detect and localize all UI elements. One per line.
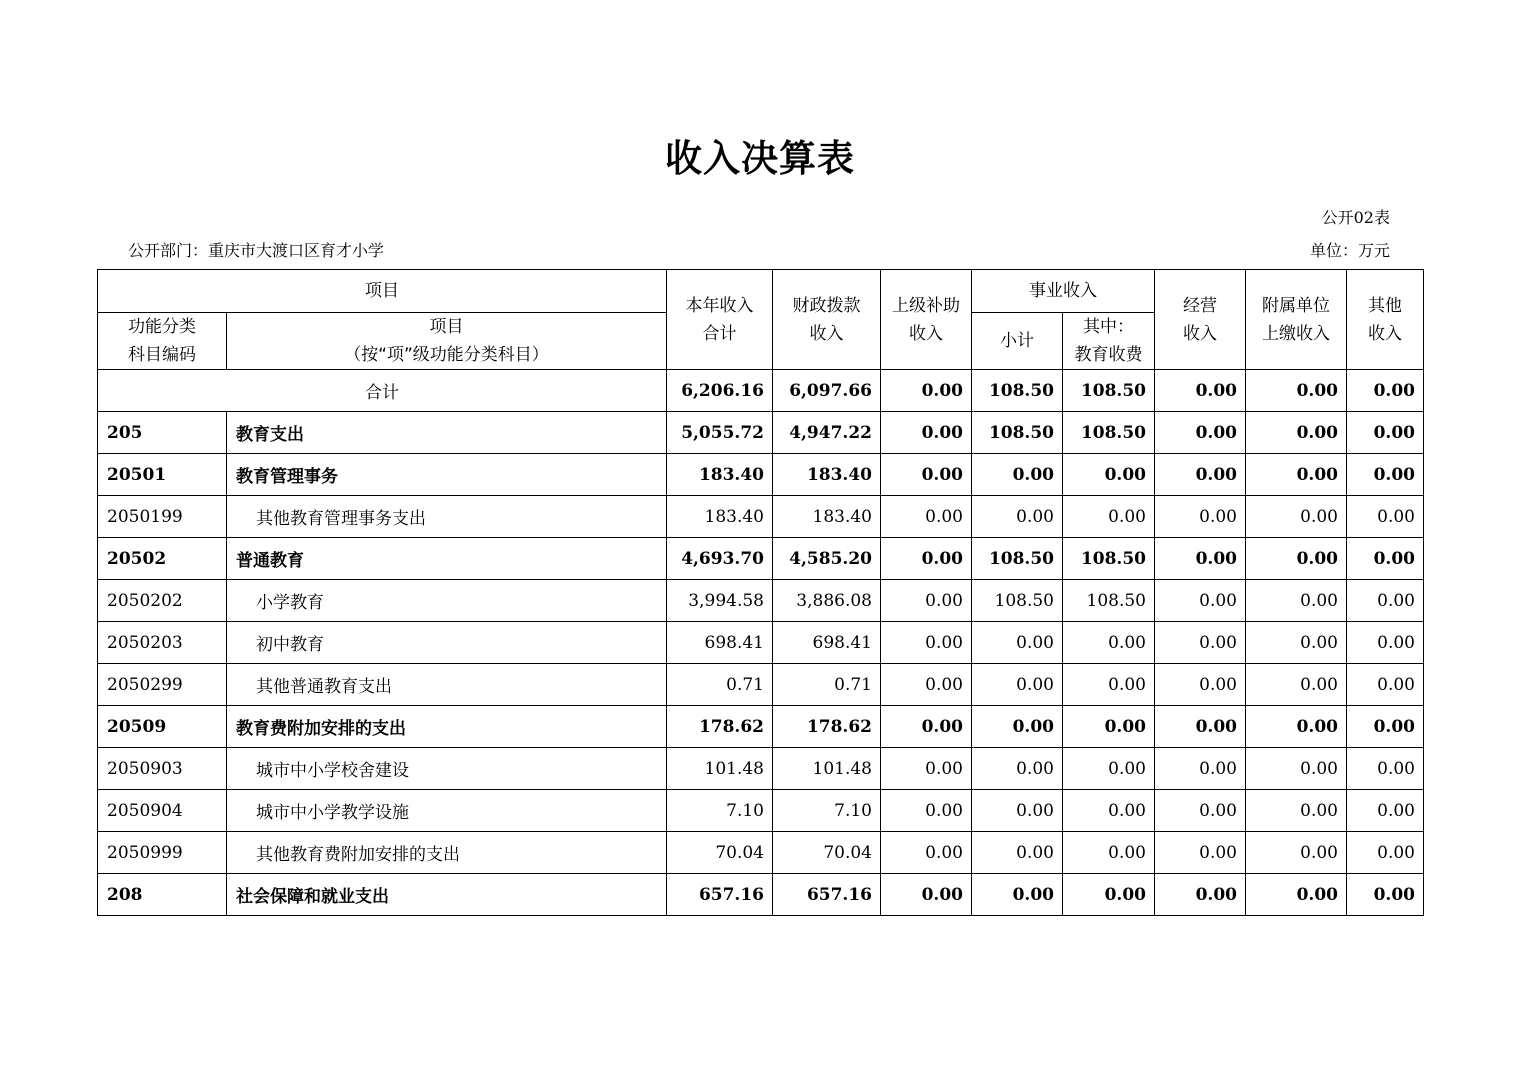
row-value: 0.00 — [972, 832, 1063, 874]
row-value: 0.00 — [972, 874, 1063, 916]
row-value: 0.00 — [881, 412, 972, 454]
table-row — [98, 622, 1424, 664]
form-number: 公开02表 — [1321, 208, 1390, 227]
row-code: 2050904 — [98, 790, 227, 832]
total-cell: 108.50 — [1063, 370, 1155, 412]
row-value: 108.50 — [1063, 412, 1155, 454]
row-value: 3,994.58 — [667, 580, 773, 622]
row-name: 其他教育管理事务支出 — [227, 496, 667, 538]
row-value: 0.00 — [881, 790, 972, 832]
row-value: 101.48 — [773, 748, 881, 790]
row-value: 0.00 — [1155, 496, 1246, 538]
row-value: 0.00 — [1155, 706, 1246, 748]
page-title: 收入决算表 — [665, 137, 855, 180]
row-value: 0.00 — [1347, 874, 1424, 916]
table-row — [98, 496, 1424, 538]
row-value: 0.00 — [1347, 622, 1424, 664]
header-affiliated-income: 附属单位 上缴收入 — [1246, 270, 1347, 370]
row-name: 其他普通教育支出 — [227, 664, 667, 706]
row-value: 108.50 — [972, 538, 1063, 580]
header-other-income: 其他 收入 — [1347, 270, 1424, 370]
header-fiscal-income: 财政拨款 收入 — [773, 270, 881, 370]
row-code: 20501 — [98, 454, 227, 496]
header-operating-income: 经营 收入 — [1155, 270, 1246, 370]
row-value: 0.00 — [1155, 622, 1246, 664]
row-value: 0.00 — [881, 832, 972, 874]
total-cell: 0.00 — [1155, 370, 1246, 412]
row-value: 4,947.22 — [773, 412, 881, 454]
row-value: 0.00 — [881, 664, 972, 706]
total-cell: 6,206.16 — [667, 370, 773, 412]
row-value: 0.00 — [881, 748, 972, 790]
row-value: 0.00 — [881, 496, 972, 538]
table-row — [98, 538, 1424, 580]
row-name: 教育管理事务 — [227, 454, 667, 496]
row-value: 0.00 — [881, 454, 972, 496]
row-value: 183.40 — [773, 496, 881, 538]
total-label: 合计 — [98, 370, 667, 412]
row-value: 0.00 — [1347, 832, 1424, 874]
total-cell: 0.00 — [1347, 370, 1424, 412]
row-value: 7.10 — [667, 790, 773, 832]
table-row — [98, 412, 1424, 454]
row-value: 0.00 — [1155, 454, 1246, 496]
total-cell: 0.00 — [881, 370, 972, 412]
header-item-name: 项目 （按“项”级功能分类科目） — [227, 313, 667, 370]
row-value: 0.00 — [1246, 832, 1347, 874]
header-education-fee: 其中： 教育收费 — [1063, 313, 1155, 370]
row-value: 0.00 — [1155, 538, 1246, 580]
row-value: 0.00 — [1347, 496, 1424, 538]
row-code: 20502 — [98, 538, 227, 580]
row-value: 0.00 — [1155, 790, 1246, 832]
row-value: 0.00 — [1063, 832, 1155, 874]
table-row — [98, 664, 1424, 706]
table-row — [98, 832, 1424, 874]
row-value: 0.00 — [1347, 790, 1424, 832]
row-value: 657.16 — [773, 874, 881, 916]
row-value: 0.00 — [1246, 412, 1347, 454]
row-value: 0.00 — [972, 622, 1063, 664]
header-subtotal: 小计 — [972, 313, 1063, 370]
row-value: 0.00 — [972, 454, 1063, 496]
row-value: 0.00 — [1063, 748, 1155, 790]
row-value: 0.00 — [1347, 412, 1424, 454]
row-value: 0.00 — [1347, 706, 1424, 748]
total-cell: 6,097.66 — [773, 370, 881, 412]
unit-label: 单位：万元 — [1309, 241, 1390, 260]
row-value: 0.00 — [1347, 664, 1424, 706]
row-value: 178.62 — [773, 706, 881, 748]
row-value: 4,693.70 — [667, 538, 773, 580]
row-value: 108.50 — [1063, 580, 1155, 622]
row-name: 其他教育费附加安排的支出 — [227, 832, 667, 874]
row-value: 0.00 — [881, 580, 972, 622]
table-row — [98, 454, 1424, 496]
row-value: 0.00 — [1155, 664, 1246, 706]
row-code: 2050199 — [98, 496, 227, 538]
row-code: 2050202 — [98, 580, 227, 622]
row-value: 0.00 — [1347, 748, 1424, 790]
row-name: 城市中小学校舍建设 — [227, 748, 667, 790]
row-value: 698.41 — [667, 622, 773, 664]
header-total-income: 本年收入 合计 — [667, 270, 773, 370]
row-value: 0.00 — [972, 706, 1063, 748]
row-value: 0.00 — [972, 790, 1063, 832]
row-value: 0.00 — [1063, 664, 1155, 706]
row-value: 0.00 — [1246, 748, 1347, 790]
row-value: 101.48 — [667, 748, 773, 790]
row-code: 20509 — [98, 706, 227, 748]
row-name: 小学教育 — [227, 580, 667, 622]
row-value: 5,055.72 — [667, 412, 773, 454]
row-value: 70.04 — [667, 832, 773, 874]
department-label: 公开部门：重庆市大渡口区育才小学 — [128, 241, 385, 260]
row-code: 208 — [98, 874, 227, 916]
row-value: 0.00 — [1063, 496, 1155, 538]
table-row — [98, 580, 1424, 622]
table-row — [98, 748, 1424, 790]
row-value: 0.00 — [881, 874, 972, 916]
row-value: 0.00 — [1063, 874, 1155, 916]
table-row — [98, 874, 1424, 916]
row-value: 0.00 — [1063, 790, 1155, 832]
row-value: 0.00 — [1155, 412, 1246, 454]
row-value: 0.00 — [1155, 580, 1246, 622]
row-code: 205 — [98, 412, 227, 454]
row-value: 7.10 — [773, 790, 881, 832]
row-value: 0.00 — [1155, 874, 1246, 916]
total-cell: 0.00 — [1246, 370, 1347, 412]
header-project: 项目 — [98, 270, 667, 313]
row-value: 0.71 — [667, 664, 773, 706]
row-value: 0.00 — [1246, 580, 1347, 622]
row-value: 183.40 — [667, 496, 773, 538]
row-name: 城市中小学教学设施 — [227, 790, 667, 832]
income-table — [97, 269, 1424, 916]
header-function-code: 功能分类 科目编码 — [98, 313, 227, 370]
row-value: 0.00 — [1246, 664, 1347, 706]
row-value: 0.00 — [972, 664, 1063, 706]
row-value: 108.50 — [972, 580, 1063, 622]
row-code: 2050903 — [98, 748, 227, 790]
row-value: 0.00 — [881, 622, 972, 664]
row-value: 0.00 — [1246, 706, 1347, 748]
row-code: 2050999 — [98, 832, 227, 874]
row-value: 108.50 — [972, 412, 1063, 454]
row-value: 183.40 — [773, 454, 881, 496]
row-value: 0.00 — [1246, 496, 1347, 538]
row-value: 0.00 — [1063, 622, 1155, 664]
row-value: 0.00 — [1347, 538, 1424, 580]
row-value: 657.16 — [667, 874, 773, 916]
row-name: 社会保障和就业支出 — [227, 874, 667, 916]
row-value: 0.00 — [1246, 454, 1347, 496]
row-value: 0.00 — [881, 538, 972, 580]
row-name: 初中教育 — [227, 622, 667, 664]
row-value: 0.71 — [773, 664, 881, 706]
row-value: 0.00 — [881, 706, 972, 748]
row-value: 108.50 — [1063, 538, 1155, 580]
row-value: 0.00 — [1347, 580, 1424, 622]
row-code: 2050299 — [98, 664, 227, 706]
row-value: 70.04 — [773, 832, 881, 874]
table-row — [98, 706, 1424, 748]
row-value: 0.00 — [972, 748, 1063, 790]
row-value: 0.00 — [1246, 874, 1347, 916]
table-row — [98, 790, 1424, 832]
row-value: 178.62 — [667, 706, 773, 748]
header-superior-subsidy: 上级补助 收入 — [881, 270, 972, 370]
row-value: 0.00 — [1155, 748, 1246, 790]
row-name: 教育费附加安排的支出 — [227, 706, 667, 748]
row-name: 普通教育 — [227, 538, 667, 580]
row-name: 教育支出 — [227, 412, 667, 454]
row-value: 3,886.08 — [773, 580, 881, 622]
row-value: 0.00 — [972, 496, 1063, 538]
row-value: 0.00 — [1246, 622, 1347, 664]
row-value: 698.41 — [773, 622, 881, 664]
total-cell: 108.50 — [972, 370, 1063, 412]
row-value: 4,585.20 — [773, 538, 881, 580]
row-value: 0.00 — [1347, 454, 1424, 496]
header-business-income: 事业收入 — [972, 270, 1155, 313]
row-value: 0.00 — [1246, 790, 1347, 832]
row-code: 2050203 — [98, 622, 227, 664]
row-value: 0.00 — [1155, 832, 1246, 874]
row-value: 0.00 — [1063, 454, 1155, 496]
row-value: 183.40 — [667, 454, 773, 496]
row-value: 0.00 — [1246, 538, 1347, 580]
row-value: 0.00 — [1063, 706, 1155, 748]
